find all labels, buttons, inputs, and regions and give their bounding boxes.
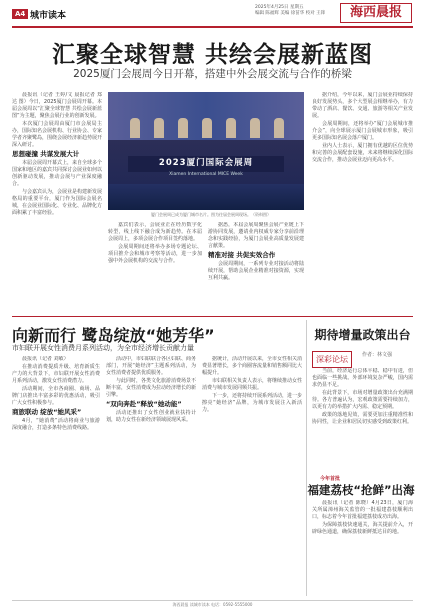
paragraph: 会展周期间还将举办多场专题论坛、项目推介会和城市考察等活动，进一步加强中外会展机构的交流与合作。 [108, 244, 202, 264]
paragraph: 与此同时，各类文化旅游消费场景不断丰富，女性消费成为拉动经济增长的新引擎。 [106, 378, 196, 398]
issue-date: 2025年4月25日 星期五 [255, 5, 304, 10]
story-col-3 [202, 356, 302, 596]
section-title: 城市读本 [30, 11, 67, 21]
photo-banner-en: Xiamen International MICE Week [169, 172, 243, 177]
panelist [178, 118, 188, 138]
section-heading: “双向奔赴”释放“她动能” [106, 400, 182, 408]
paragraph: 4月，“她消费”活动将商业与旅游深度融合，打造多条特色消费线路。 [12, 418, 100, 431]
page-footer: 海西晨报 读城市读本 电话：0592-5555000 [12, 600, 413, 608]
byline: 作者：林文强 [362, 352, 393, 358]
paragraph: 当前，经济运行总体平稳、稳中有进，但也面临一些挑战。外部环境复杂严峻，国内需求仍显不足。 [312, 368, 413, 388]
main-col-1 [12, 92, 102, 312]
event-photo [108, 92, 304, 210]
paragraph: 业内人士表示，厦门拥有优越的区位优势和完善的会展配套设施，未来将继续深化国际交流合作，推动会展业迈向更高水平。 [312, 143, 413, 163]
section-heading: 商旅联动 绽放“她风采” [12, 408, 82, 416]
main-col-4 [312, 92, 413, 312]
small-story-body [312, 500, 413, 596]
story-col-2 [106, 356, 196, 596]
paragraph: 晨报讯（记者 王婷/文 晨报记者 郑达 图）今日，2025厦门会展周开幕。本届会展周以“汇聚全球智慧 共绘会展新蓝图”为主题，聚焦会展行业的创新发展。 [12, 92, 102, 119]
newspaper-logo: 海西晨报 [340, 3, 412, 23]
paragraph: 据统计，活动开展以来，全市女性相关消费显著增长，多个商圈客流量和销售额同比大幅提升。 [202, 356, 302, 376]
panelist [250, 118, 260, 138]
section-heading: 思想碰撞 共谋发展大计 [12, 150, 80, 158]
paragraph: 本次厦门会展周由厦门市会展局主办，国际知名会展机构、行业协会、专家学者齐聚鹭岛，围绕会展经济新趋势展开深入研讨。 [12, 121, 102, 148]
paragraph: 活动中，市妇联联合各区妇联、商务部门，开展“她经济”主题系列活动，为女性消费者提供优质服务。 [106, 356, 196, 376]
header-divider [12, 26, 413, 28]
paragraph: 下一步，还将持续开展系列活动，进一步擦亮“她经济”品牌，为城市发展注入新活力。 [202, 393, 302, 413]
paragraph: 晨报讯（记者 陈晓）4月23日，厦门海关所属漳州海关监管的一批福建荔枝顺利出口，标志着今年首批福建荔枝成功出海。 [312, 500, 413, 520]
story-subhead: 市妇联开展女性消费月系列活动，为全市经济增长贡献力量 [12, 344, 194, 352]
audience-area [108, 184, 304, 210]
photo-caption: 厦门会展周已成为厦门城市名片。图为往届会展周现场。（资料图） [151, 212, 271, 217]
story-tag: 今年首批 [320, 476, 341, 482]
paragraph: 在推动消费提质升级、培育新质生产力的大背景下，市妇联开展女性消费月系列活动，激发女性消费潜力。 [12, 364, 100, 384]
paragraph: 政策的落地见效，需要更加注重精准性和协同性，让企业和居民切实感受到政策红利。 [312, 412, 413, 425]
paragraph: 据悉，本届会展周聚焦会展产业链上下游协同发展，邀请业内权威专家分享前沿理念和实践经验，为厦门会展业高质量发展建言献策。 [208, 222, 304, 249]
panelist [226, 118, 236, 138]
panelist [202, 118, 212, 138]
paragraph: 活动还推出了女性创业就业扶持计划，助力女性在新经济领域展现风采。 [106, 410, 196, 423]
small-headline: 福建荔枝“抢鲜”出海 [307, 483, 415, 497]
paragraph: 嘉宾们表示，会展业正在经历数字化转型，线上线下融合成为新趋势。在本届会展周上，多项会展合作项目签约落地。 [108, 222, 202, 242]
panelist [274, 118, 284, 138]
paragraph: 市妇联相关负责人表示，将继续推动女性消费与城市发展同频共振。 [202, 378, 302, 391]
story-headline: 向新而行 鹭岛绽放“她芳华” [12, 326, 215, 345]
column-logo: 深彩论坛 [312, 351, 352, 368]
main-col-3 [208, 222, 304, 312]
panelist [130, 118, 140, 138]
editor-credits: 编辑 陈福辉 美编 徐苗华 校对 王锋 [255, 11, 326, 16]
paragraph: 会展周期间，还将举办“厦门会展城市推介会”，向全球展示厦门会展城市形象，吸引更多国际知名展会落户厦门。 [312, 121, 413, 141]
page-header [0, 0, 425, 26]
main-col-2 [108, 222, 202, 312]
paragraph: 与会嘉宾认为，会展业是构建新发展格局的重要平台，厦门作为国际会展名城，在会展业国际化、专业化、品牌化方面积累了丰富经验。 [12, 189, 102, 216]
panelist [154, 118, 164, 138]
column-divider [306, 320, 307, 596]
paragraph: 活动期间，全市各商圈、商场、品牌门店推出丰富多彩的优惠活动，吸引广大女性积极参与。 [12, 386, 100, 406]
story-col-1 [12, 356, 100, 596]
paragraph: 本届会展周开幕式上，来自全球多个国家和地区的嘉宾共同探讨会展业如何以创新驱动发展，推动会展与产业深度融合。 [12, 160, 102, 187]
photo-banner: 2023厦门国际会展周 [128, 156, 284, 172]
paragraph: 为保障荔枝快速通关，海关提前介入，开辟绿色通道，确保荔枝新鲜抵达目的地。 [312, 522, 413, 535]
paragraph: 会展周期间，一系列专业对接活动将陆续开展，帮助会展企业精准对接资源，实现互利共赢。 [208, 261, 304, 281]
paragraph: 晨报讯（记者 刘敏） [22, 356, 69, 362]
section-divider [12, 316, 413, 317]
paragraph: 据介绍，今年以来，厦门会展业持续保持良好发展势头，多个大型展会相继举办，有力带动了酒店、餐饮、交通、旅游等相关产业发展。 [312, 92, 413, 119]
page-code: A4 [12, 9, 28, 19]
paragraph: 在此背景下，市场对增量政策出台充满期待。各方普遍认为，宏观政策需要持续加力，以更有力的举措扩大内需、稳定预期。 [312, 390, 413, 410]
main-headline: 汇聚全球智慧 共绘会展新蓝图 [51, 42, 373, 68]
opinion-headline: 期待增量政策出台 [314, 328, 411, 342]
main-subhead: 2025厦门会展周今日开幕，搭建中外会展交流与合作的桥梁 [73, 68, 352, 80]
section-heading: 精准对接 共促实效合作 [208, 251, 276, 259]
opinion-body [312, 368, 413, 470]
issue-meta [255, 5, 335, 17]
